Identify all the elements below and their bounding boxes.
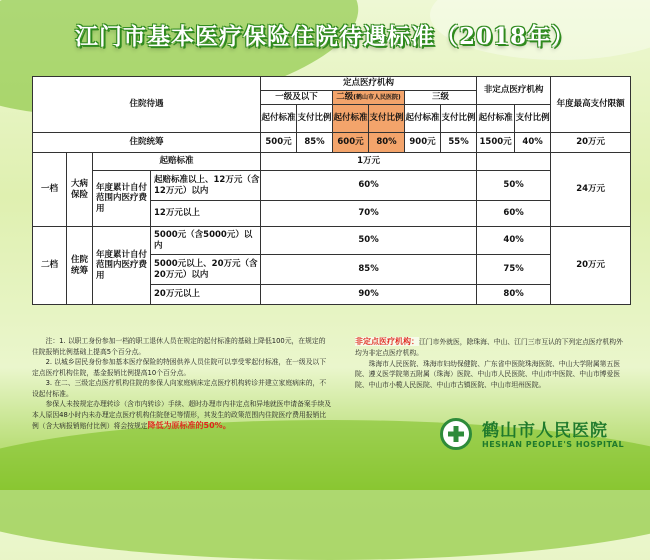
designated-header: 定点医疗机构 [261, 77, 477, 91]
note-4 [32, 399, 332, 432]
row-value-designated: 1万元 [261, 153, 477, 171]
pooling-value: 85% [297, 133, 333, 153]
tier2-label: 二档 [33, 227, 67, 305]
hospital-logo [440, 416, 640, 458]
hospital-pooling-label: 住院统筹 [67, 227, 93, 305]
level2-note: (鹤山市人民医院) [353, 94, 401, 102]
cumulative-label: 年度累计自付范围内医疗费用 [93, 171, 151, 227]
row-label: 起赔标准以上、12万元（含12万元）以内 [151, 171, 261, 201]
pooling-value: 80% [369, 133, 405, 153]
row-label: 5000元（含5000元）以内 [151, 227, 261, 255]
row-value-non: 40% [477, 227, 551, 255]
pooling-value: 40% [515, 133, 551, 153]
pay-ratio-header: 支付比例 [441, 105, 477, 133]
treatment-header: 住院待遇 [33, 77, 261, 133]
pooling-value: 20万元 [551, 133, 631, 153]
pooling-label: 住院统筹 [33, 133, 261, 153]
row-value-designated: 90% [261, 285, 477, 305]
start-std-header: 起付标准 [477, 105, 515, 133]
notes-section [32, 336, 332, 433]
level1-header: 一级及以下 [261, 91, 333, 105]
pooling-value: 600元 [333, 133, 369, 153]
note-1: 注：1. 以职工身份参加一档的职工退休人员在规定的起付标准的基础上降低100元，在规定的住院报销比例基础上提高5个百分点。 [32, 337, 326, 356]
level3-header: 三级 [405, 91, 477, 105]
non-designated-label: 非定点医疗机构： [355, 337, 419, 346]
note-2: 2. 以城乡居民身份参加基本医疗保险的特困供养人员住院可以享受零起付标准，在一级及以下定点医疗机构住院，基金报销比例提高10个百分点。 [32, 358, 327, 377]
row-label: 起赔标准 [93, 153, 261, 171]
pooling-value: 55% [441, 133, 477, 153]
pooling-value: 500元 [261, 133, 297, 153]
non-designated-section [355, 336, 625, 391]
row-value-non: 50% [477, 171, 551, 201]
row-value-non: 80% [477, 285, 551, 305]
non-designated-intro [355, 336, 625, 359]
start-std-header: 起付标准 [333, 105, 369, 133]
row-value-designated: 60% [261, 171, 477, 201]
non-designated-desc: 江门市外就医，除珠海、中山、江门三市互认的下列定点医疗机构外均为非定点医疗机构。 [355, 338, 623, 358]
level2-label: 二级 [336, 92, 354, 103]
pay-ratio-header: 支付比例 [515, 105, 551, 133]
tier2-max: 20万元 [551, 227, 631, 305]
page-title: 江门市基本医疗保险住院待遇标准（2018年） [74, 23, 575, 50]
row-label: 5000元以上、20万元（含20万元）以内 [151, 255, 261, 285]
benefits-table [32, 76, 631, 305]
hospital-name-en: HESHAN PEOPLE'S HOSPITAL [482, 440, 625, 449]
cumulative-label: 年度累计自付范围内医疗费用 [93, 227, 151, 305]
start-std-header: 起付标准 [261, 105, 297, 133]
pay-ratio-header: 支付比例 [297, 105, 333, 133]
row-label: 12万元以上 [151, 201, 261, 227]
row-value-non: 60% [477, 201, 551, 227]
note-4-emphasis: 降低为原标准的50%。 [147, 421, 231, 431]
tier1-max: 24万元 [551, 153, 631, 227]
tier1-label: 一档 [33, 153, 67, 227]
row-value-non: 75% [477, 255, 551, 285]
pooling-value: 1500元 [477, 133, 515, 153]
row-value-designated: 85% [261, 255, 477, 285]
row-value-designated: 50% [261, 227, 477, 255]
non-designated-header: 非定点医疗机构 [477, 77, 551, 105]
note-3: 3. 在二、三级定点医疗机构住院的参保人向家庭病床定点医疗机构转诊并建立家庭病床的，不设起付标准。 [32, 379, 327, 398]
row-label: 20万元以上 [151, 285, 261, 305]
level2-header [333, 91, 405, 105]
pooling-value: 900元 [405, 133, 441, 153]
pay-ratio-header: 支付比例 [369, 105, 405, 133]
serious-illness-label: 大病保险 [67, 153, 93, 227]
hospital-emblem-icon [440, 418, 472, 450]
row-value-designated: 70% [261, 201, 477, 227]
hospital-name: 鹤山市人民医院 [482, 421, 608, 441]
row-value-non [477, 153, 551, 171]
note-4-text: 参保人未按规定办理转诊（含市内转诊）手续、超时办理市内非定点和异地就医申请备案手续及本人原因48小时内未办理定点医疗机构住院登记等情形，其发生的政策范围内住院医疗费用报销比例（含大病报销赔付比例）将会按规定 [32, 400, 332, 431]
annual-max-header: 年度最高支付限额 [551, 77, 631, 133]
start-std-header: 起付标准 [405, 105, 441, 133]
hospital-list: 珠海市人民医院、珠海市妇幼保健院、广东省中医院珠海医院、中山大学附属第五医院、遵义医学院第五附属（珠海）医院、中山市人民医院、中山市中医院、中山市博爱医院、中山市小榄人民医院、中山市古镇医院、中山市坦州医院。 [355, 359, 621, 389]
